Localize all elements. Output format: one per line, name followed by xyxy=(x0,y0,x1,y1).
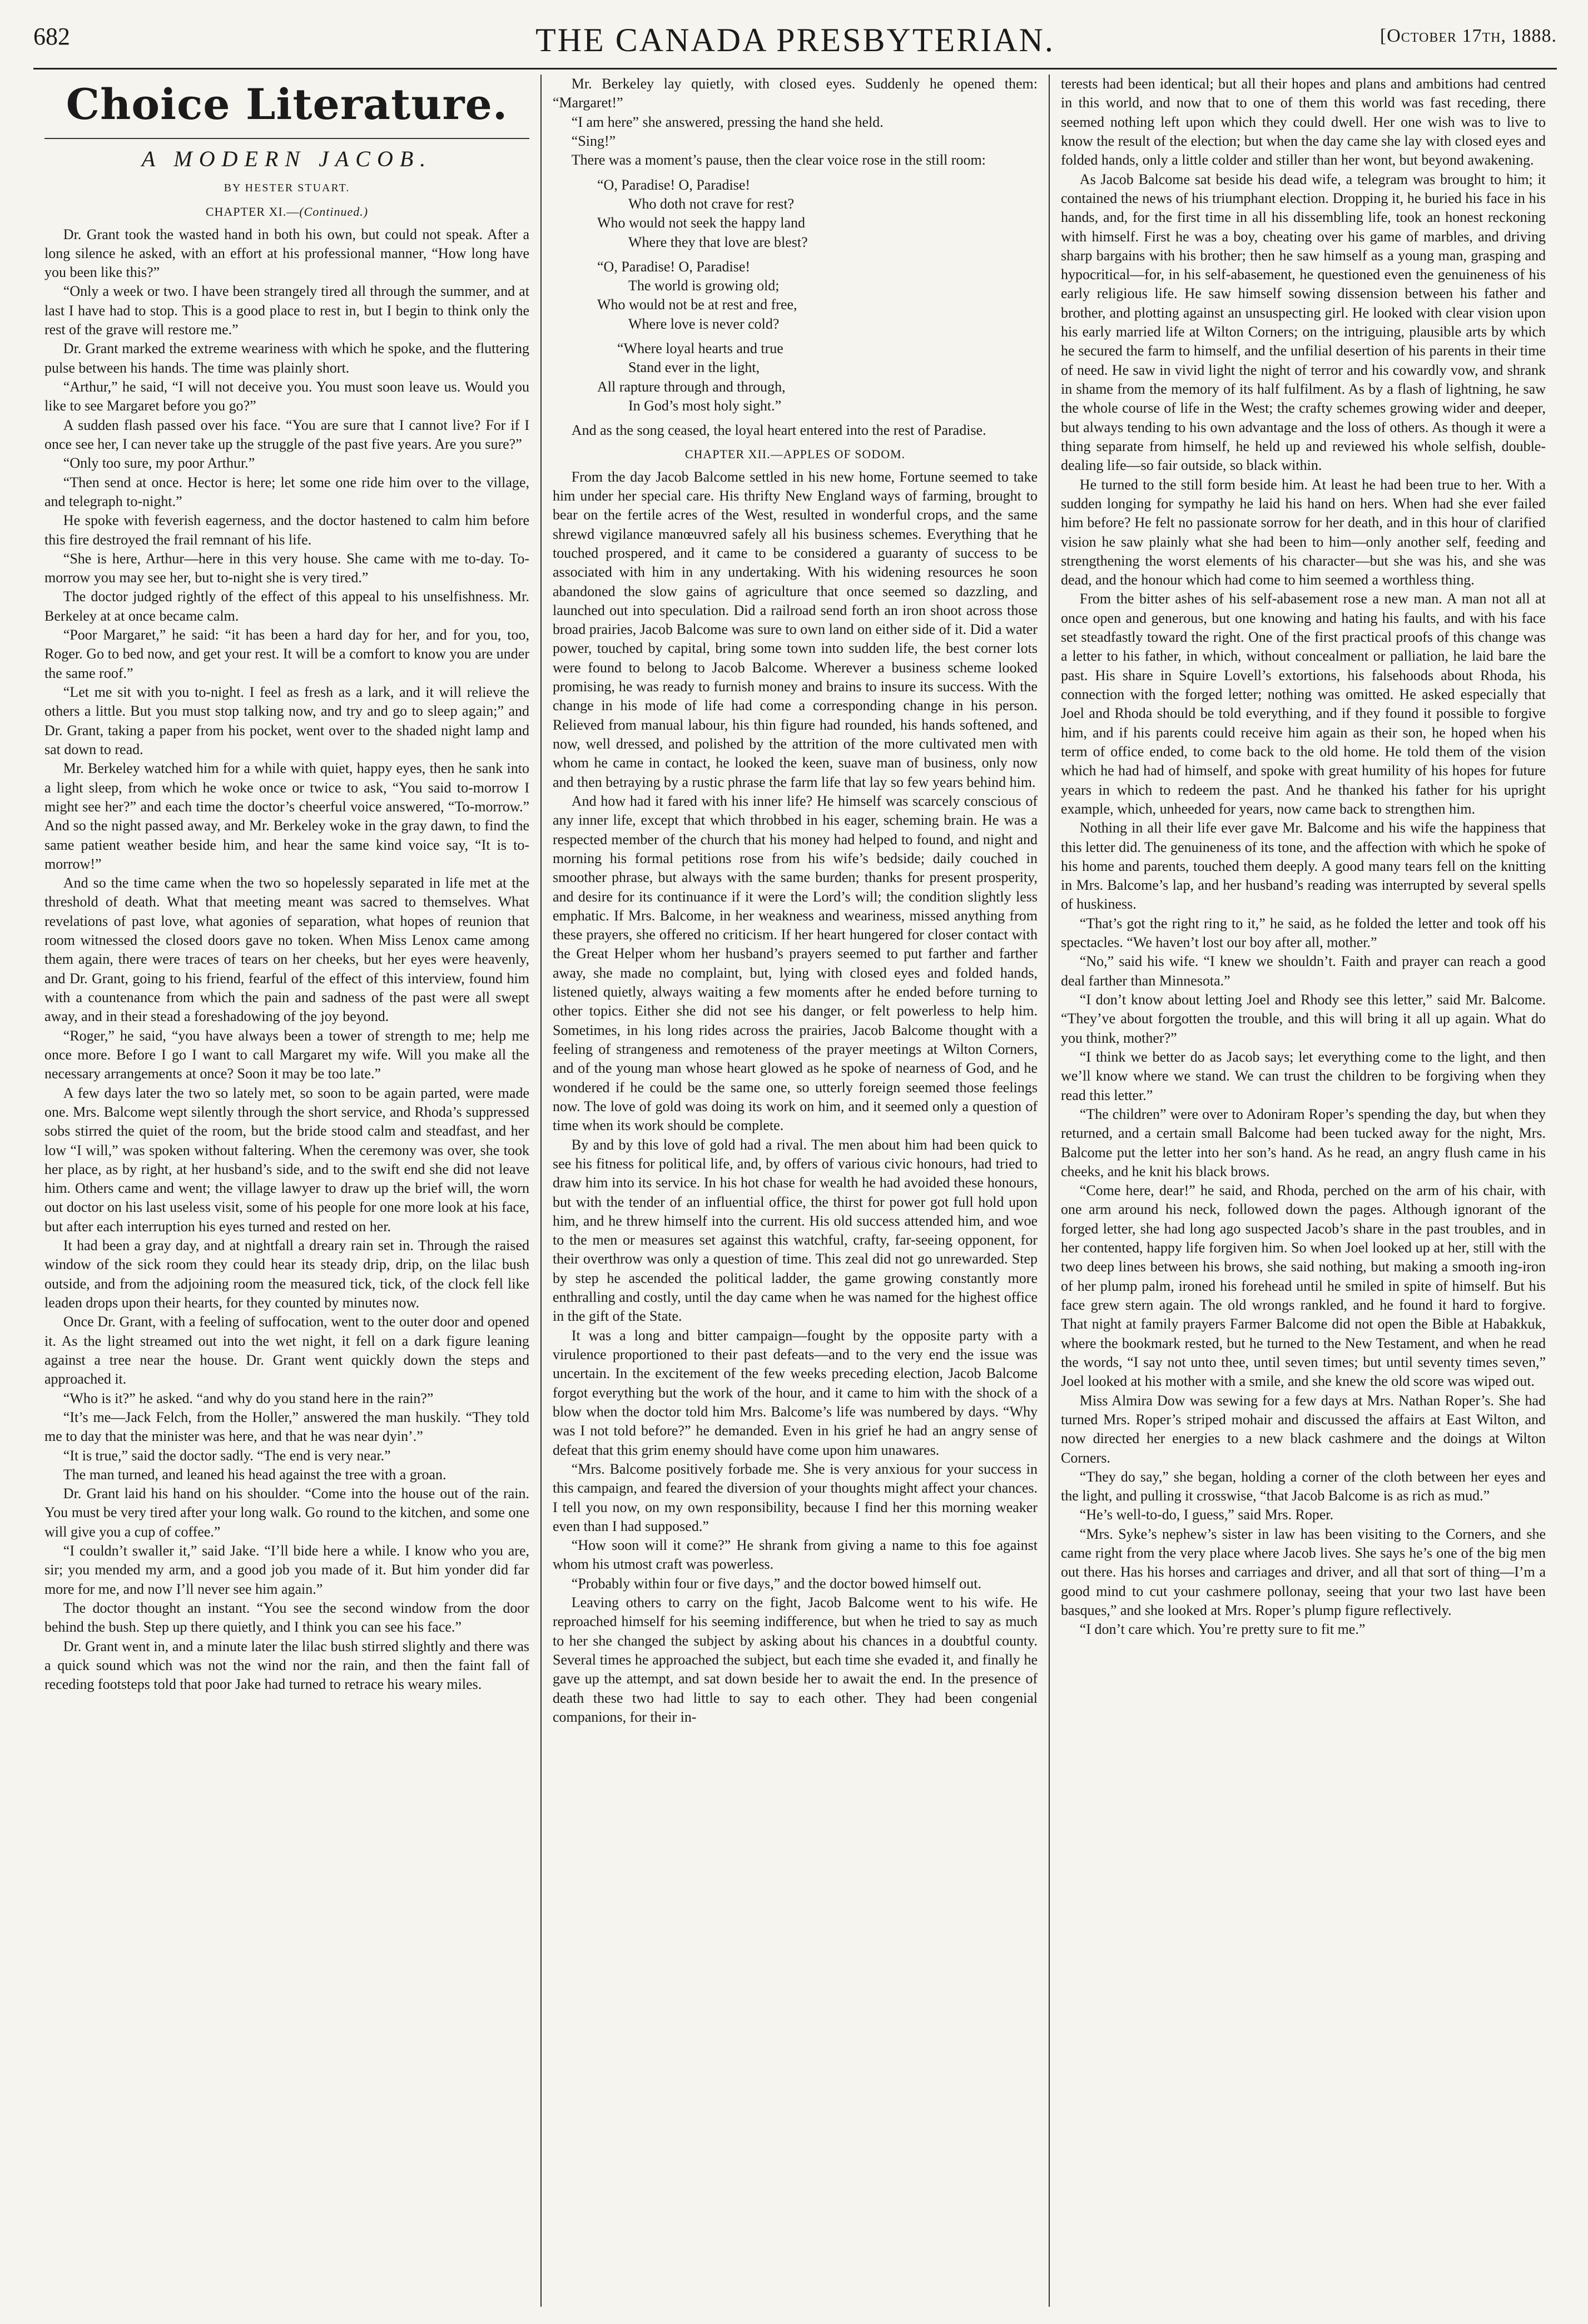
paragraph: And how had it fared with his inner life? He himself was scarcely conscious of any inner life, except that which throbbed in his eager, scheming brain. He was a respected member of the church that his money had helped to found, and night and morning his formal petitions rose from his wife’s bedside; daily couched in smoother phrase, but always with the same burden; thanks for present prosperity, and desire for its continuance if it were the Lord’s will; the condition slightly less emphatic. If Mrs. Balcome, in her weakness and weariness, missed anything from these prayers, she offered no criticism. If her heart hungered for closer contact with the Great Helper whom her husband’s prayers seemed to put farther and farther away, she made no complaint, but, lying with closed eyes and folded hands, listened quietly, always waiting a few moments after he ended before turning to other topics. Either she did not see his danger, or felt powerless to help him. Sometimes, in his long rides across the prairies, Jacob Balcome thought with a feeling of strangeness and remoteness of the prayer meetings at Wilton Corners, and of the young man whose heart glowed as he spoke of nearness of God, and he wondered if he could be the same one, so utterly foreign seemed those feelings now. The love of gold was doing its work on him, and it seemed only a question of time when its work should be complete. xyxy=(553,792,1038,1134)
paragraph: Dr. Grant marked the extreme weariness with which he spoke, and the fluttering pulse between his hands. The time was plainly short. xyxy=(44,340,529,376)
poem-line: Where they that love are blest? xyxy=(628,234,808,250)
paragraph: “Let me sit with you to-night. I feel as fresh as a lark, and it will relieve the others a little. But you must stop talking now, and try and go to sleep again;” and Dr. Grant, taking a paper from his pocket, went over to the shaded night lamp and sat down to read. xyxy=(44,684,529,757)
paragraph: Nothing in all their life ever gave Mr. Balcome and his wife the happiness that this letter did. The genuineness of its tone, and the affection with which he spoke of his home and parents, touched them deeply. A good many tears fell on the knitting in Mrs. Balcome’s lap, and her husband’s reading was interrupted by several spells of huskiness. xyxy=(1061,820,1546,913)
issue-date: [October 17th, 1888. xyxy=(1379,26,1557,46)
paragraph: He turned to the still form beside him. At least he had been true to her. With a sudden longing for sympathy he laid his hand on hers. When had she ever failed him before? He felt no passionate sorrow for her death, and in this hour of clarified vision he saw plainly what she had been to him—only another self, feeding and strengthening the worst elements of his character—but she was his, and she was dead, and the honour which had come to him seemed a worthless thing. xyxy=(1061,476,1546,588)
paragraph: The doctor judged rightly of the effect of this appeal to his unselfishness. Mr. Berkeley at at once became calm. xyxy=(44,588,529,624)
poem xyxy=(597,176,1038,416)
paragraph: “Only too sure, my poor Arthur.” xyxy=(63,455,255,472)
paragraph: “Then send at once. Hector is here; let some one ride him over to the village, and telegraph to-night.” xyxy=(44,474,529,509)
column-2 xyxy=(540,75,1049,2307)
paragraph: “That’s got the right ring to it,” he said, as he folded the letter and took off his spectacles. “We haven’t lost our boy after all, mother.” xyxy=(1061,915,1546,951)
header-rule xyxy=(33,68,1557,70)
paragraph: “He’s well-to-do, I guess,” said Mrs. Roper. xyxy=(1079,1507,1334,1523)
poem-stanza xyxy=(597,257,1038,334)
paragraph: “I couldn’t swaller it,” said Jake. “I’ll bide here a while. I know who you are, sir; you mended my arm, and a good job you made of it. But him yonder did far more for me, and now I’ll never see him again.” xyxy=(44,1543,529,1597)
poem-line: The world is growing old; xyxy=(628,278,780,294)
poem-line: Who doth not crave for rest? xyxy=(628,195,795,212)
chapter-heading: CHAPTER XII.—APPLES OF SODOM. xyxy=(684,447,906,461)
paragraph: terests had been identical; but all their hopes and plans and ambitions had centred in this world, and now that to one of them this world was fast receding, there seemed nothing left upon which they could dwell. Her one wish was to live to know the result of the election; but when the day came she lay with closed eyes and folded hands, only a little colder and stiller than her wont, but beyond awakening. xyxy=(1061,76,1546,169)
poem-line: “O, Paradise! O, Paradise! xyxy=(597,258,751,275)
paragraph: “She is here, Arthur—here in this very house. She came with me to-day. To-morrow you may see her, but to-night she is very tired.” xyxy=(44,550,529,586)
paragraph: “How soon will it come?” He shrank from giving a name to this foe against whom his utmost craft was powerless. xyxy=(553,1537,1038,1573)
paragraph: “Arthur,” he said, “I will not deceive you. You must soon leave us. Would you like to see Margaret before you go?” xyxy=(44,379,529,414)
section-rule xyxy=(44,138,529,139)
paragraph: “Who is it?” he asked. “and why do you stand here in the rain?” xyxy=(63,1390,434,1406)
paragraph: Dr. Grant went in, and a minute later the lilac bush stirred slightly and there was a quick sound which was not the wind nor the rain, and then the faint fall of receding footsteps told that poor Jake had turned to retrace his weary miles. xyxy=(44,1638,529,1693)
paragraph: “Mrs. Syke’s nephew’s sister in law has been visiting to the Corners, and she came right from the very place where Jacob lives. She says he’s one of the big men out there. Has his horses and carriages and driver, and all that sort of thing—I’m a good mind to cut your cashmere pollonay, seeing that your two last have been basques,” and she looked at Mrs. Roper’s plump figure reflectively. xyxy=(1061,1525,1546,1618)
poem-line: Who would not seek the happy land xyxy=(597,215,806,231)
columns xyxy=(33,75,1557,2307)
paragraph: “Mrs. Balcome positively forbade me. She is very anxious for your success in this campaign, and feared the diversion of your thoughts might affect your chances. I tell you now, on my own responsibility, because I find her this morning weaker even than I had supposed.” xyxy=(553,1460,1038,1534)
paragraph: “Roger,” he said, “you have always been a tower of strength to me; help me once more. Before I go I want to call Margaret my wife. Will you make all the necessary arrangements at once? Soon it may be too late.” xyxy=(44,1027,529,1082)
paragraph: Dr. Grant took the wasted hand in both his own, but could not speak. After a long silence he asked, with an effort at his professional manner, “How long have you been like this?” xyxy=(44,226,529,281)
column-2-intro xyxy=(553,75,1038,170)
paragraph: He spoke with feverish eagerness, and the doctor hastened to calm him before this fire destroyed the frail remnant of his life. xyxy=(44,512,529,548)
paragraph: By and by this love of gold had a rival. The men about him had been quick to see his fitness for political life, and, by offers of various civic honours, had tried to draw him into its service. In his hot chase for wealth he had avoided these honours, but with the tender of an influential office, the thirst for power got full hold upon him, and he threw himself into the current. His old success attended him, and woe to the men or measures set against this watchful, crafty, far-seeing opponent, for their overthrow was only a question of time. This zeal did not go unrewarded. Step by step he ascended the political ladder, the game growing constantly more enthralling and costly, until the day came when he was named for the highest office in the gift of the State. xyxy=(553,1136,1038,1325)
paragraph: It was a long and bitter campaign—fought by the opposite party with a virulence proportioned to their past defeats—and to the very end the issue was uncertain. In the excitement of the few weeks preceding election, Jacob Balcome forgot everything but the work of the hour, and it came to him with the shock of a blow when the doctor told him Mrs. Balcome’s life was numbered by days. “Why was I not told before?” he demanded. Even in his grief he had an angry sense of defeat that this grim enemy should have come upon him unawares. xyxy=(553,1327,1038,1458)
poem-line: “Where loyal hearts and true xyxy=(617,340,783,357)
paragraph: A few days later the two so lately met, so soon to be again parted, were made one. Mrs. Balcome wept silently through the short service, and Rhoda’s suppressed sobs stirred the quiet of the room, but the bride stood calm and steadfast, and her low “I will,” was spoken without faltering. When the ceremony was over, she took her place, as by right, at her husband’s side, and to the swift end she did not leave him. Others came and went; the village lawyer to draw up the brief will, the worn out doctor on his last useless visit, some of his people for one more look at his face, but after each interruption his eyes turned and rested on her. xyxy=(44,1084,529,1235)
paragraph: Dr. Grant laid his hand on his shoulder. “Come into the house out of the rain. You must be very tired after your long walk. Go round to the kitchen, and some one will give you a cup of coffee.” xyxy=(44,1485,529,1540)
poem-line: Where love is never cold? xyxy=(628,315,780,332)
page-header xyxy=(33,21,1557,61)
paragraph: “I don’t care which. You’re pretty sure to fit me.” xyxy=(1079,1621,1366,1638)
column-2-body xyxy=(553,468,1038,1727)
paragraph: Mr. Berkeley lay quietly, with closed eyes. Suddenly he opened them: “Margaret!” xyxy=(553,76,1038,111)
masthead-title: THE CANADA PRESBYTERIAN. xyxy=(535,22,1055,58)
paragraph: “I think we better do as Jacob says; let everything come to the light, and then we’ll know where we stand. We can trust the children to be forgiving when they read this letter.” xyxy=(1061,1048,1546,1103)
paragraph: “Sing!” xyxy=(571,132,616,149)
paragraph: Miss Almira Dow was sewing for a few days at Mrs. Nathan Roper’s. She had turned Mrs. Roper’s striped mohair and discussed the affairs at East Wilton, and now directed her energies to a new black cashmere and the doings at Wilton Corners. xyxy=(1061,1392,1546,1466)
paragraph: “Come here, dear!” he said, and Rhoda, perched on the arm of his chair, with one arm around his neck, followed down the pages. Although ignorant of the forged letter, she had long ago suspected Jacob’s share in the past troubles, and in her contented, happy life forgiven him. So when Joel looked up at her, still with the two deep lines between his brows, she said nothing, but making a smooth ing-iron of her plump palm, ironed his forehead until he smiled in spite of himself. But his face grew stern again. The old wrongs rankled, and he found it hard to forgive. That night at family prayers Farmer Balcome did not open the Bible at Habakkuk, where the bookmark rested, but he turned to the New Testament, and when he read the words, “I say not unto thee, until seven times; but until seventy times seven,” Joel looked at his mother with a smile, and she knew the old score was wiped out. xyxy=(1061,1182,1546,1390)
paragraph: It had been a gray day, and at nightfall a dreary rain set in. Through the raised window of the sick room they could hear its steady drip, drip, on the lilac bush outside, and from the adjoining room the measured tick, tick, of the clock fell like leaden drops upon their hearts, for they counted by minutes now. xyxy=(44,1237,529,1311)
paragraph: “Only a week or two. I have been strangely tired all through the summer, and at last I have had to stop. This is a good place to rest in, but I begin to think only the rest of the grave will restore me.” xyxy=(44,283,529,338)
paragraph: “I am here” she answered, pressing the hand she held. xyxy=(571,113,884,130)
poem-stanza xyxy=(597,339,1038,415)
paragraph: The man turned, and leaned his head against the tree with a groan. xyxy=(63,1466,446,1483)
story-byline: BY HESTER STUART. xyxy=(224,182,350,195)
paragraph: “Poor Margaret,” he said: “it has been a hard day for her, and for you, too, Roger. Go to bed now, and get your rest. It will be a comfort to know you are under the same roof.” xyxy=(44,627,529,681)
column-3 xyxy=(1049,75,1557,2307)
page-number: 682 xyxy=(33,23,70,50)
poem-line: All rapture through and through, xyxy=(597,378,786,395)
paragraph: From the day Jacob Balcome settled in his new home, Fortune seemed to take him under her special care. His thrifty New England ways of farming, brought to bear on the fertile acres of the West, resulted in wonderful crops, and the same shrewd vigilance manœuvred safely all his business schemes. Everything that he touched prospered, and it came to be considered a guaranty of success to be associated with him in any undertaking. With his widening resources he soon abandoned the slow gains of agriculture that once seemed so dazzling, and launched out into speculation. Did a railroad send forth an iron shoot across those broad prairies, Jacob Balcome was sure to own land on either side of it. Did a water power, touched by capital, bring some town into sudden life, the best corner lots were found to belong to Jacob Balcome. Wherever a business scheme looked promising, he was ready to furnish money and brains to insure its success. With the change in his mode of life had come a corresponding change in his person. Relieved from manual labour, his thin figure had rounded, his hands softened, and now, well dressed, and polished by the attrition of the more cultivated men with whom he came in contact, he looked the keen, suave man of business, only now and then betraying by a rustic phrase the farm life that lay so few years behind him. xyxy=(553,468,1038,790)
chapter-heading: CHAPTER XI.—(Continued.) xyxy=(205,204,369,219)
paragraph: There was a moment’s pause, then the clear voice rose in the still room: xyxy=(571,152,986,169)
paragraph: Mr. Berkeley watched him for a while with quiet, happy eyes, then he sank into a light sleep, from which he woke once or twice to ask, “You said to-morrow I might see her?” and each time the doctor’s cheerful voice answered, “To-morrow.” And so the night passed away, and Mr. Berkeley woke in the gray dawn, to find the same patient weather beside him, and hear the same kind voice say, “It is to-morrow!” xyxy=(44,760,529,872)
poem-line: “O, Paradise! O, Paradise! xyxy=(597,176,751,193)
paragraph: “I don’t know about letting Joel and Rhody see this letter,” said Mr. Balcome. “They’ve about forgotten the trouble, and this will bring it all up again. What do you think, mother?” xyxy=(1061,992,1546,1046)
paragraph: “They do say,” she began, holding a corner of the cloth between her eyes and the light, and pulling it crosswise, “that Jacob Balcome is as rich as mud.” xyxy=(1061,1468,1546,1504)
paragraph: As Jacob Balcome sat beside his dead wife, a telegram was brought to him; it contained the news of his triumphant election. Dropping it, he buried his face in his hands, and, for the first time in all his dissembling life, took an honest reckoning with himself. First he was a boy, cheating over his game of marbles, and driving sharp bargains with his brother; then he saw himself as a young man, grasping and hypocritical—for, in his self-abasement, he questioned even the genuineness of his early religious life. He saw himself sowing dissension between his father and brother, and plotting against an unsuspecting girl. He looked with clear vision upon his early married life at Wilton Corners; on the intriguing, plausible arts by which he secured the farm to himself, and the unfilial desertion of his parents in their time of need. He saw in vivid light the night of terror and his cowardly vow, and shrank in shame from the memory of its half fulfilment. As by a flash of lightning, he saw the whole course of life in the West; the crafty schemes growing wider and deeper, but always tending to his own advantage and the loss of others. As though it were a thing separate from himself, he held up and reviewed his whole selfish, double-dealing life—so fair outside, so black within. xyxy=(1061,171,1546,474)
paragraph: A sudden flash passed over his face. “You are sure that I cannot live? For if I once see her, I can never take up the struggle of the past five years. Are you sure?” xyxy=(44,417,529,452)
poem-line: Stand ever in the light, xyxy=(628,359,760,376)
paragraph: Once Dr. Grant, with a feeling of suffocation, went to the outer door and opened it. As the light streamed out into the wet night, it fell on a dark figure leaning against a tree near the house. Dr. Grant went quickly down the steps and approached it. xyxy=(44,1314,529,1388)
paragraph: From the bitter ashes of his self-abasement rose a new man. A man not all at once open and generous, but one knowing and hating his faults, and with his face set steadfastly toward the right. One of the first practical proofs of this change was a letter to his father, in which, without concealment or palliation, he laid bare the past. His share in Squire Lovell’s extortions, his falsehoods about Rhoda, his connection with the forged letter; nothing was omitted. He asked especially that Joel and Rhoda should be told everything, and if they found it possible to forgive him, and if his parents could receive him again as their son, he hoped when his term of office ended, to come back to the old home. He told them of the vision which he had had of himself, and spoke with great humility of his hopes for future years in which to redeem the past. And he thanked his father for his upright example, which, unheeded for years, now came back to strengthen him. xyxy=(1061,591,1546,817)
paragraph: “No,” said his wife. “I knew we shouldn’t. Faith and prayer can reach a good deal farther than Minnesota.” xyxy=(1061,953,1546,989)
section-title: Choice Literature. xyxy=(66,80,508,129)
paragraph: “Probably within four or five days,” and the doctor bowed himself out. xyxy=(571,1575,982,1592)
column-1 xyxy=(33,75,540,2307)
poem-line: Who would not be at rest and free, xyxy=(597,296,797,313)
poem-line: In God’s most holy sight.” xyxy=(628,398,782,414)
paragraph: “The children” were over to Adoniram Roper’s spending the day, but when they returned, and a certain small Balcome had been tucked away for the night, Mrs. Balcome put the letter into her son’s hand. As he read, an angry flush came in his cheeks, and he knit his black brows. xyxy=(1061,1106,1546,1180)
paragraph: And as the song ceased, the loyal heart entered into the rest of Paradise. xyxy=(571,422,986,439)
story-title: A MODERN JACOB. xyxy=(141,146,433,172)
paragraph: Leaving others to carry on the fight, Jacob Balcome went to his wife. He reproached himself for his seeming indifference, but when he tried to say as much to her she changed the subject by asking about his chances in a doubtful county. Several times he approached the subject, but each time she evaded it, and finally he gave up the attempt, and sat down beside her to await the end. In the presence of death these two had little to say to each other. They had been congenial companions, for their in- xyxy=(553,1594,1038,1725)
paragraph: And so the time came when the two so hopelessly separated in life met at the threshold of death. What that meeting meant was sacred to themselves. What revelations of past love, what agonies of separation, what hopes of reunion that room witnessed the closed doors gave no token. When Miss Lenox came among them again, there were traces of tears on her cheeks, but her eyes were heavenly, and Dr. Grant, going to his friend, fearful of the effect of this interview, found him with a countenance from which the pain and sadness of the past were all swept away, and in their stead a foreshadowing of the joy beyond. xyxy=(44,875,529,1025)
paragraph: “It is true,” said the doctor sadly. “The end is very near.” xyxy=(63,1447,391,1464)
paragraph: The doctor thought an instant. “You see the second window from the door behind the bush. Step up there quietly, and I think you can see his face.” xyxy=(44,1600,529,1636)
newspaper-page xyxy=(33,21,1557,2307)
poem-stanza xyxy=(597,176,1038,252)
paragraph: “It’s me—Jack Felch, from the Holler,” answered the man huskily. “They told me to day that the minister was here, and that he was near dyin’.” xyxy=(44,1409,529,1445)
